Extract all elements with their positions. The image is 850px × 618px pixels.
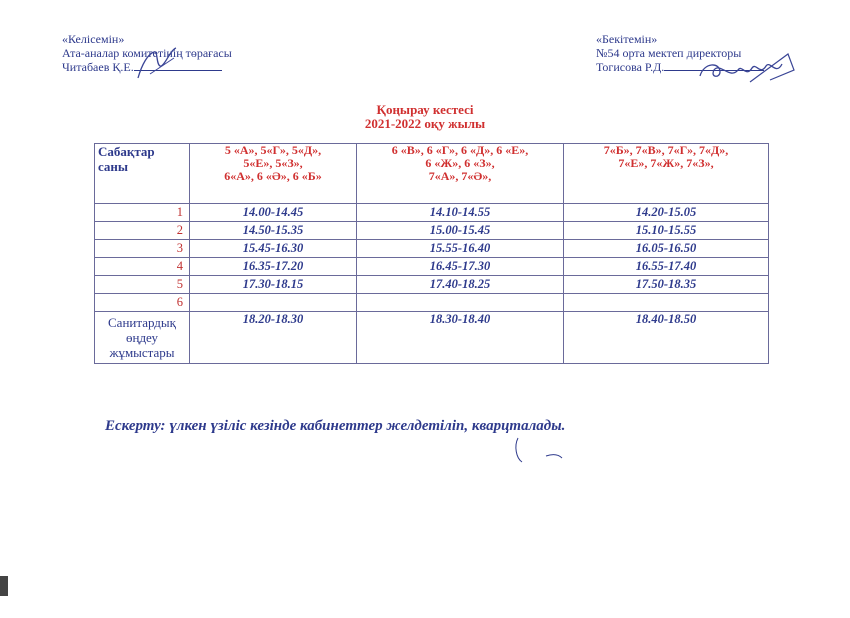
- time-cell: [357, 294, 564, 312]
- header-group-2: 6 «В», 6 «Г», 6 «Д», 6 «Е», 6 «Ж», 6 «З», 7«А», 7«Ә»,: [357, 144, 564, 204]
- lesson-number: 4: [95, 258, 190, 276]
- table-row: [95, 240, 769, 258]
- title-year: 2021-2022 оқу жылы: [364, 116, 486, 131]
- time-cell: 14.10-14.55: [357, 204, 564, 222]
- scan-mark: [512, 436, 572, 466]
- right-signature-scribble: [690, 50, 810, 86]
- left-approval-name: Читабаев Қ.Е.: [62, 60, 134, 74]
- sanitary-label: Санитардық өңдеу жұмыстары: [95, 312, 190, 364]
- time-cell: 16.35-17.20: [190, 258, 357, 276]
- time-cell: 17.40-18.25: [357, 276, 564, 294]
- note-text: Ескерту: үлкен үзіліс кезінде кабинеттер желдетіліп, кварцталады.: [105, 418, 566, 434]
- sanitary-row: [95, 312, 769, 364]
- table-row: [95, 294, 769, 312]
- time-cell: 16.05-16.50: [564, 240, 769, 258]
- right-approval-name: Тогисова Р.Д.: [596, 60, 665, 74]
- time-cell: 14.20-15.05: [564, 204, 769, 222]
- lesson-number: 3: [95, 240, 190, 258]
- time-cell: 16.55-17.40: [564, 258, 769, 276]
- time-cell: 17.50-18.35: [564, 276, 769, 294]
- left-approval-heading: «Келісемін»: [62, 32, 125, 46]
- title-line: Қоңырау кестесі: [376, 102, 474, 117]
- bell-schedule-table: [94, 143, 769, 364]
- time-cell: 15.10-15.55: [564, 222, 769, 240]
- scan-corner-mark: [0, 576, 8, 596]
- lesson-number: 2: [95, 222, 190, 240]
- header-lesson-count: Сабақтар саны: [95, 144, 190, 204]
- table-row: [95, 276, 769, 294]
- table-header-row: [95, 144, 769, 204]
- left-signature-scribble: [130, 44, 210, 84]
- time-cell: 18.30-18.40: [357, 312, 564, 364]
- time-cell: 14.00-14.45: [190, 204, 357, 222]
- time-cell: [190, 294, 357, 312]
- lesson-number: 1: [95, 204, 190, 222]
- lesson-number: 6: [95, 294, 190, 312]
- time-cell: 14.50-15.35: [190, 222, 357, 240]
- table-row: [95, 222, 769, 240]
- time-cell: [564, 294, 769, 312]
- time-cell: 18.40-18.50: [564, 312, 769, 364]
- table-row: [95, 258, 769, 276]
- time-cell: 15.55-16.40: [357, 240, 564, 258]
- time-cell: 17.30-18.15: [190, 276, 357, 294]
- right-approval-heading: «Бекітемін»: [596, 32, 658, 46]
- right-approval-position: №54 орта мектеп директоры: [596, 46, 742, 60]
- document-title: [0, 103, 850, 131]
- header-group-1: 5 «А», 5«Г», 5«Д», 5«Е», 5«З», 6«А», 6 «Ә», 6 «Б»: [190, 144, 357, 204]
- header-group-3: 7«Б», 7«В», 7«Г», 7«Д», 7«Е», 7«Ж», 7«З»,: [564, 144, 769, 204]
- time-cell: 15.00-15.45: [357, 222, 564, 240]
- time-cell: 16.45-17.30: [357, 258, 564, 276]
- lesson-number: 5: [95, 276, 190, 294]
- time-cell: 18.20-18.30: [190, 312, 357, 364]
- left-approval-position: Ата-аналар комитетінің төрағасы: [62, 46, 232, 60]
- table-row: [95, 204, 769, 222]
- time-cell: 15.45-16.30: [190, 240, 357, 258]
